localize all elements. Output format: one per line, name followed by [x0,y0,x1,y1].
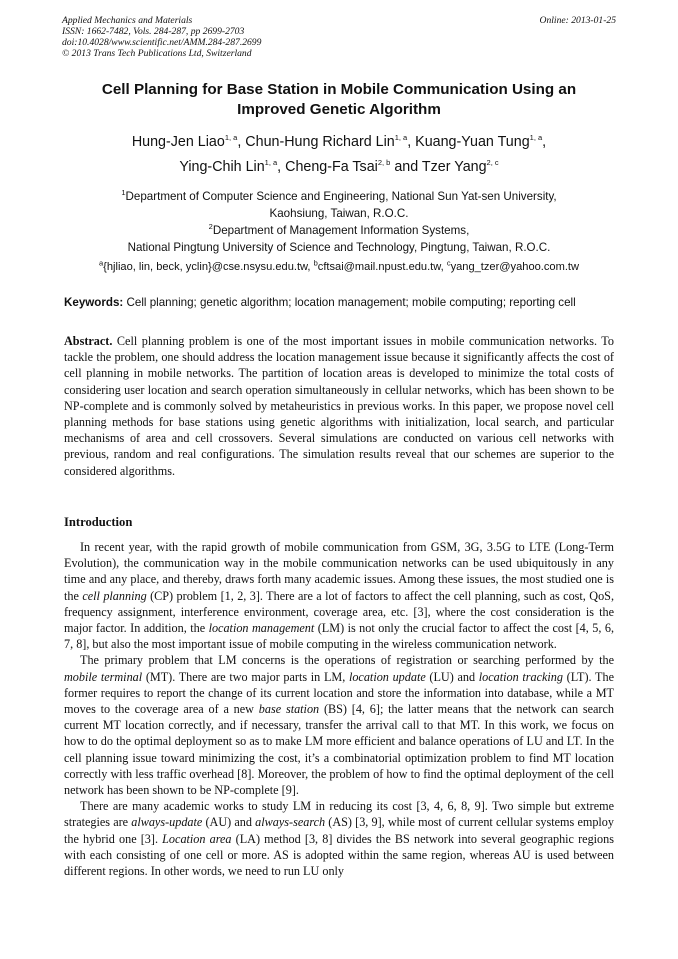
emphasis: always-update [131,815,203,830]
abstract [64,333,614,479]
emphasis: base station [258,702,320,717]
keywords-text: Cell planning; genetic algorithm; location management; mobile computing; reporting cell [123,296,576,309]
email-mark: a [98,258,104,268]
title-line-2: Improved Genetic Algorithm [237,101,441,118]
text-run: In recent year, with the rapid growth of mobile communication from GSM, 3G, 3.5G to LTE (Long-Term Evolution), the communication way in the mobile communication networks can be used ubiquitously in any time and any place, and thereby, draws forth many academic issues. Among these issues, the most studied one is the [64,540,614,603]
emphasis: mobile terminal [64,669,143,684]
author-name: Tzer Yang [421,159,487,175]
author-emails [60,258,618,276]
author-affiliation-mark: 1, a [224,133,238,143]
affiliation-2-line-1 [60,222,618,239]
text-run: (LU) and [425,669,479,684]
author-affiliation-mark: 1, a [264,158,278,168]
online-date: Online: 2013-01-25 [539,15,616,26]
affiliation-2 [60,222,618,256]
author-list [60,130,618,180]
author-name: Cheng-Fa Tsai [285,159,378,175]
text-run: (LT). The former requires to report the change of its current location and store the information into database, while a MT moves to the coverage area of a new [64,669,614,717]
author-affiliation-mark: 2, b [377,158,391,168]
author-separator: , [277,159,286,175]
author-affiliation-mark: 1, a [394,133,408,143]
paragraph [64,652,614,798]
author-name: Ying-Chih Lin [179,159,265,175]
journal-name: Applied Mechanics and Materials [62,15,193,26]
text-run: (CP) problem [1, 2, 3]. There are a lot of factors to affect the cell planning, such as cost, QoS, frequency assignment, interference environment, coverage area, etc. [3], where the cost consideration is the major factor. In addition, the [64,588,614,636]
emphasis: location tracking [478,669,563,684]
text-run: There are many academic works to study LM in reducing its cost [3, 4, 6, 8, 9]. Two simple but extreme strategies are [64,799,614,830]
abstract-text: Cell planning problem is one of the most important issues in mobile communication networks. To tackle the problem, one should address the location management issue because it significantly affects the cost of cell planning in mobile networks. The partition of location areas is developed to minimize the total costs of considering user location and search operation simultaneously in cellular networks, which has been shown to be NP-complete and is commonly solved by metaheuristics in previous works. In this paper, we propose novel cell planning methods for base stations using genetic algorithms with initialization, local search, and particular mechanisms of area and cell crossovers. Several simulations are conducted on various cell networks with previous, random and real configurations. The simulation results reveal that our schemes are superior to the considered algorithms. [64,334,614,478]
email-group-a: {hjliao, lin, beck, yclin}@cse.nsysu.edu.tw, [103,261,314,273]
text-run: (AS) [3, 9], while most of current cellular systems employ the hybrid one [3]. [64,815,614,846]
author-separator: , [407,134,416,150]
affiliation-1 [60,188,618,222]
email-mark: b [313,258,318,268]
author-name: Chun-Hung Richard Lin [245,134,395,150]
text-run: (BS) [4, 6]; the latter means that the network can search current MT location correctly, and if necessary, transfer the arrival call to that MT. In this work, we focus on how to do the optimal deployment so as to make LM more efficient and balance operations of LU and LT. In the cell planning issue toward minimizing the cost, it’s a combinatorial optimization problem to find MT location correctly with less traffic overhead [8]. Moreover, the problem of how to find the optimal deployment of the cell network has been shown to be NP-complete [9]. [64,702,614,798]
journal-header [62,15,616,59]
author-affiliation-mark: 1, a [529,133,543,143]
journal-doi: doi:10.4028/www.scientific.net/AMM.284-287.2699 [62,37,262,48]
author-affiliation-mark: 2, c [486,158,499,168]
email-mark: c [446,258,451,268]
text-run: (MT). There are two major parts in LM, [142,669,349,684]
keywords-label: Keywords: [64,296,124,309]
author-separator: , [237,134,246,150]
emphasis: location update [348,669,426,684]
journal-issn: ISSN: 1662-7482, Vols. 284-287, pp 2699-2703 [62,26,245,37]
author-separator: and [390,159,422,175]
abstract-label: Abstract. [64,334,113,348]
text-run: (AU) and [202,815,256,830]
title-line-1: Cell Planning for Base Station in Mobile Communication Using an [101,81,577,98]
email-c: yang_tzer@yahoo.com.tw [450,261,580,273]
affiliation-mark: 1 [121,188,126,198]
paper-title [60,80,618,120]
paragraph [64,539,614,652]
introduction-body [64,539,614,879]
affiliation-text: Department of Computer Science and Engineering, National Sun Yat-sen University, [125,190,557,203]
email-b: cftsai@mail.npust.edu.tw, [317,261,447,273]
affiliation-2-line-2: National Pingtung University of Science and Technology, Pingtung, Taiwan, R.O.C. [127,241,551,254]
emphasis: Location area [162,831,232,846]
text-run: The primary problem that LM concerns is the operations of registration or searching performed by the [80,653,614,668]
keywords [64,295,624,311]
author-separator: , [542,134,547,150]
emphasis: always-search [255,815,326,830]
author-name: Hung-Jen Liao [131,134,225,150]
author-name: Kuang-Yuan Tung [415,134,530,150]
author-line-2 [60,155,618,180]
affiliation-text: Department of Management Information Systems, [212,224,470,237]
emphasis: cell planning [82,588,147,603]
journal-copyright: © 2013 Trans Tech Publications Ltd, Switzerland [62,48,252,59]
affiliation-1-line-2: Kaohsiung, Taiwan, R.O.C. [269,207,409,220]
text-run: (LA) method [3, 8] divides the BS network into several geographic regions with each consisting of one cell or more. AS is adopted within the same region, whereas AU is used between different regions. In other words, we need to run LU only [64,831,614,879]
paragraph [64,798,614,879]
author-line-1 [60,130,618,155]
text-run: (LM) is not only the crucial factor to affect the cost [4, 5, 6, 7, 8], but also the most important issue of mobile computing in the wireless communication network. [64,621,614,652]
affiliation-1-line-1 [60,188,618,205]
section-heading-introduction: Introduction [64,515,133,529]
affiliation-mark: 2 [208,222,213,232]
emphasis: location management [208,621,315,636]
